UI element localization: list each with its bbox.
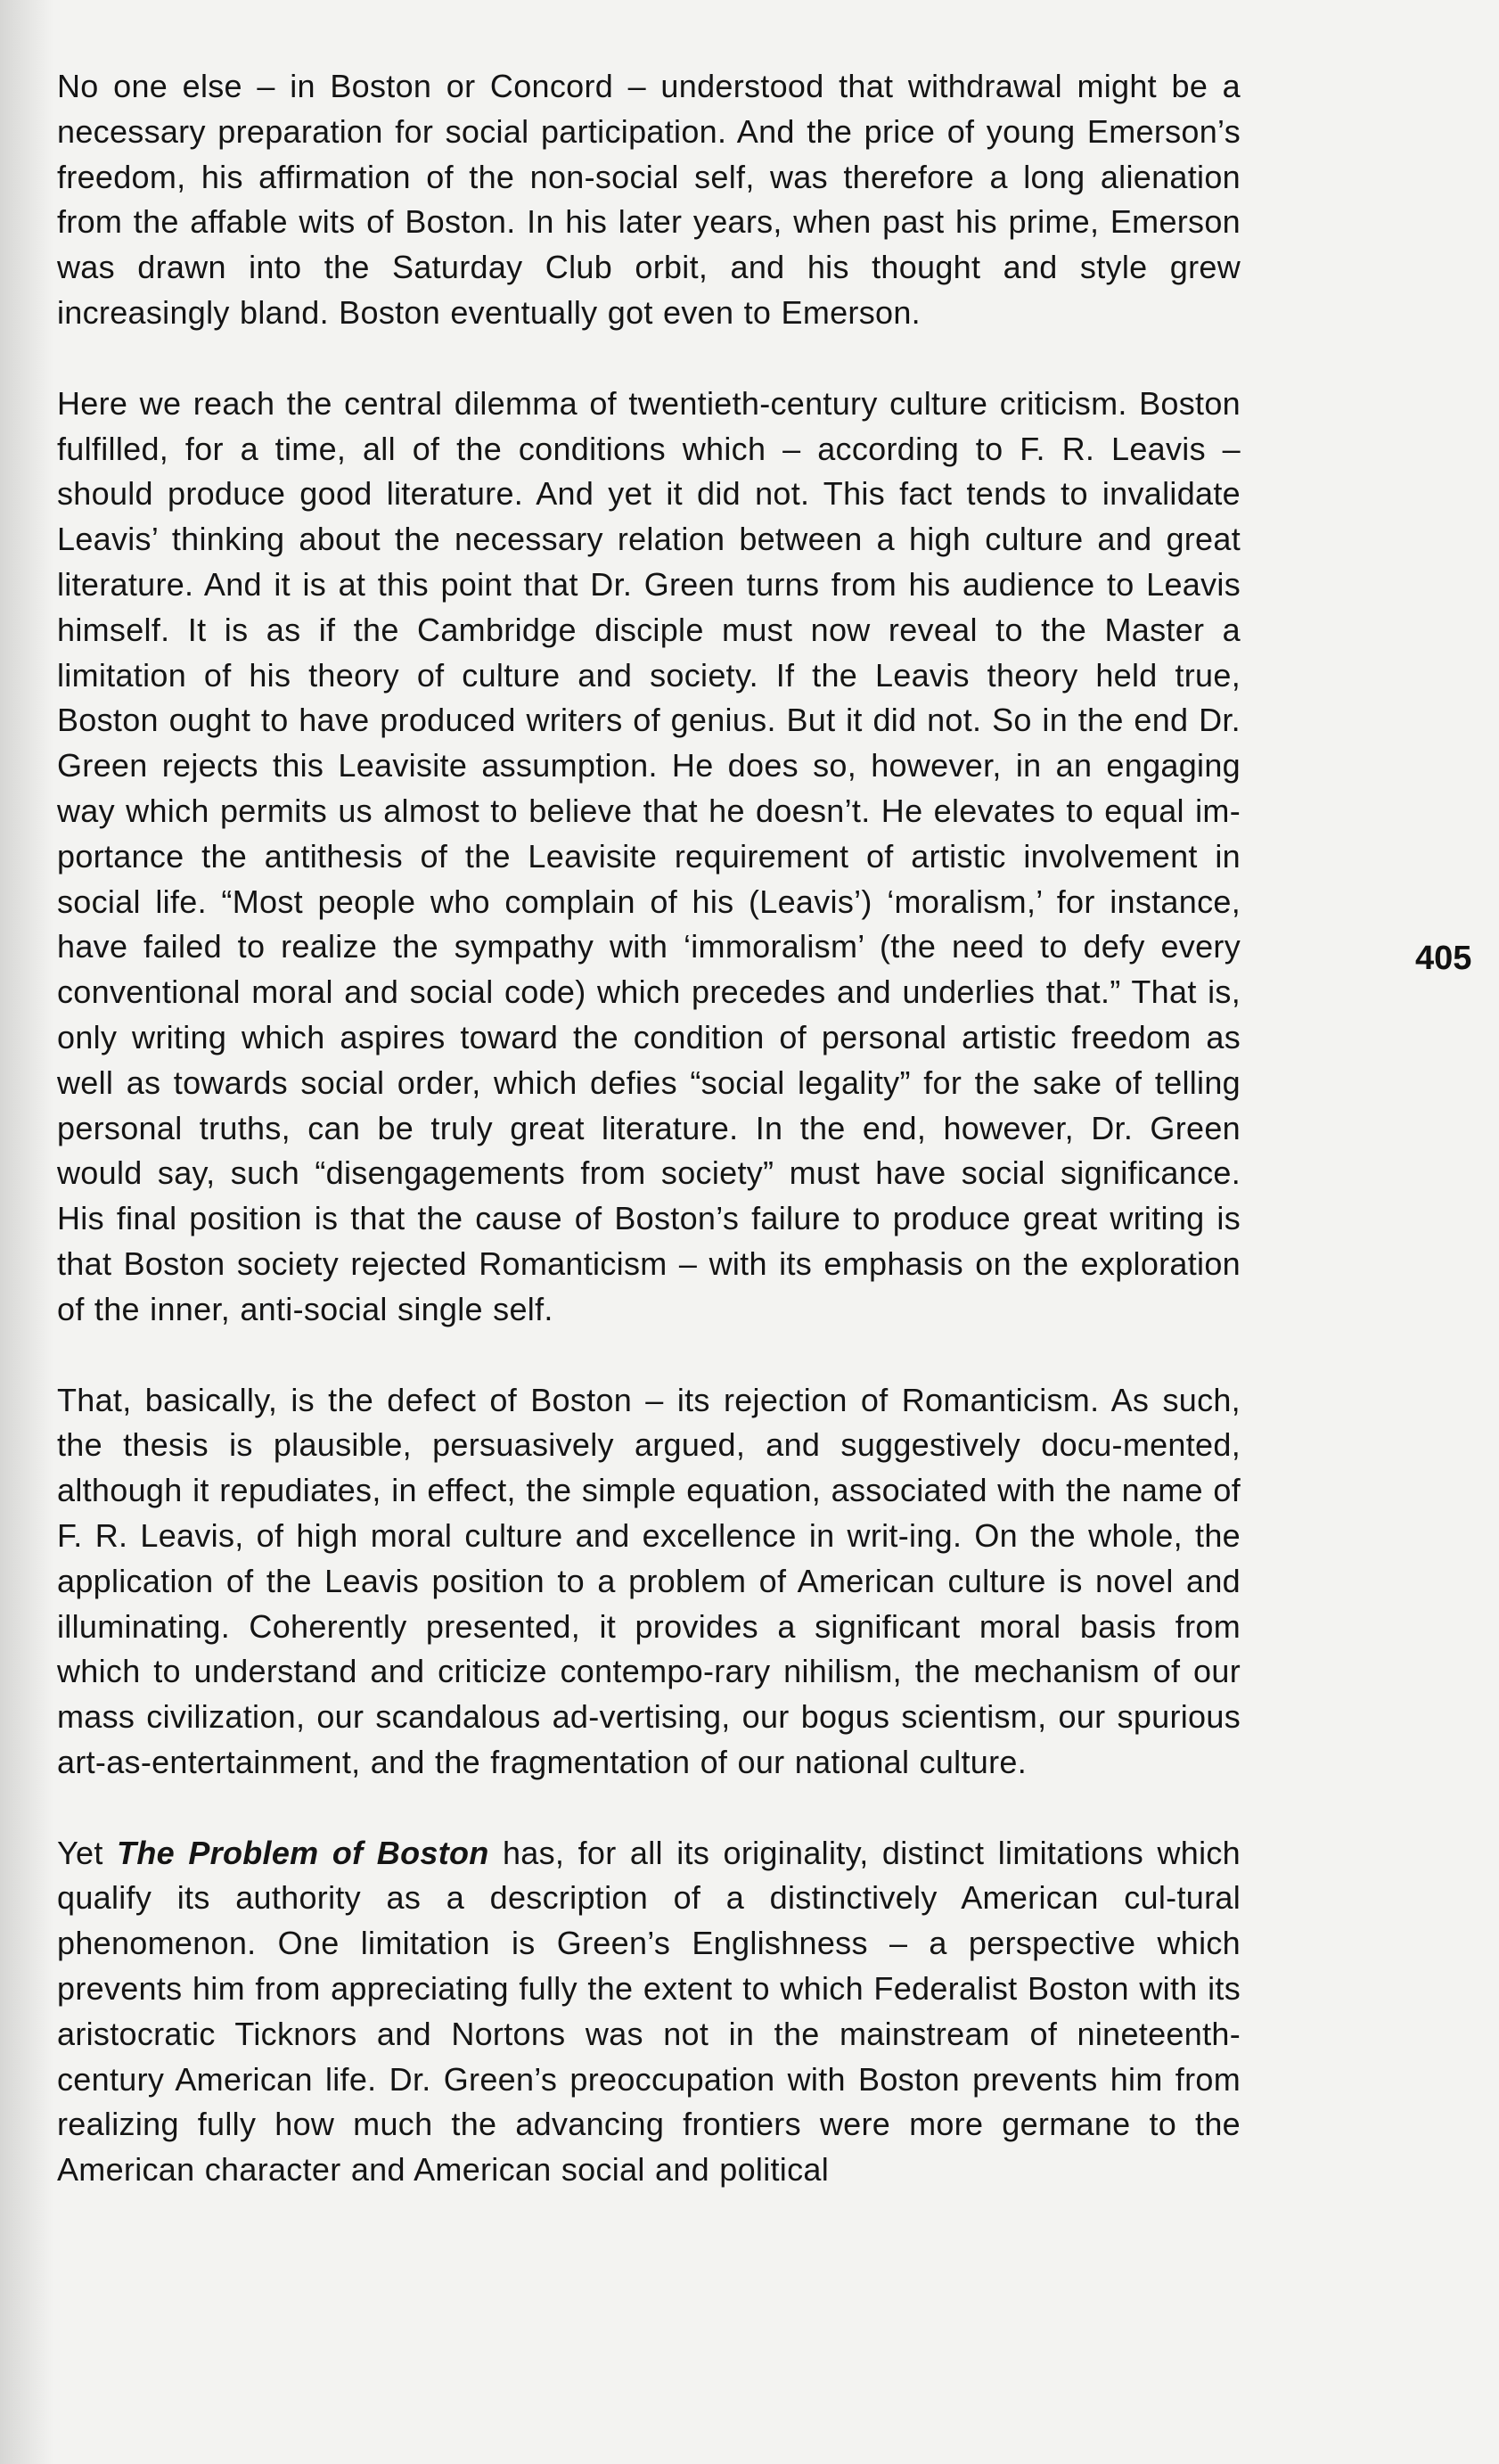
article-body	[57, 64, 1241, 2193]
paragraph-lead: Yet	[57, 1834, 118, 1871]
page-number: 405	[1415, 940, 1472, 977]
paragraph-4	[57, 1831, 1241, 2193]
book-title: The Problem of Boston	[117, 1834, 489, 1871]
paragraph-1	[57, 64, 1241, 336]
page-gutter-shadow	[0, 0, 53, 2464]
paragraph-text: has, for all its originality, distinct limitations which qualify its authority as a description of a distinctively American cul-tural phenomenon. One limitation is Green’s Englishness – a perspective which prevents him from appreciating fully the extent to which Federalist Boston with its aristocratic Ticknors and Nortons was not in the mainstream of nineteenth-century American life. Dr. Green’s preoccupation with Boston prevents him from realizing fully how much the advancing frontiers were more germane to the American character and American social and political	[57, 1834, 1241, 2189]
paragraph-text: That, basically, is the defect of Boston – its rejection of Romanticism. As such, the thesis is plausible, persuasively argued, and suggestively docu-mented, although it repudiates, in effect, the simple equation, associated with the name of F. R. Leavis, of high moral culture and excellence in writ-ing. On the whole, the application of the Leavis position to a problem of American culture is novel and illuminating. Coherently presented, it provides a significant moral basis from which to understand and criticize contempo-rary nihilism, the mechanism of our mass civilization, our scandalous ad-vertising, our bogus scientism, our spurious art-as-entertainment, and the fragmentation of our national culture.	[57, 1381, 1241, 1780]
paragraph-text: Here we reach the central dilemma of twentieth-century culture criticism. Boston fulfilled, for a time, all of the conditions which – according to F. R. Leavis – should produce good literature. And yet it did not. This fact tends to invalidate Leavis’ thinking about the necessary relation between a high culture and great literature. And it is at this point that Dr. Green turns from his audience to Leavis himself. It is as if the Cambridge disciple must now reveal to the Master a limitation of his theory of culture and society. If the Leavis theory held true, Boston ought to have produced writers of genius. But it did not. So in the end Dr. Green rejects this Leavisite assumption. He does so, however, in an engaging way which permits us almost to believe that he doesn’t. He elevates to equal im-portance the antithesis of the Leavisite requirement of artistic involvement in social life. “Most people who complain of his (Leavis’) ‘moralism,’ for instance, have failed to realize the sympathy with ‘immoralism’ (the need to defy every conventional moral and social code) which precedes and underlies that.” That is, only writing which aspires toward the condition of personal artistic freedom as well as towards social order, which defies “social legality” for the sake of telling personal truths, can be truly great literature. In the end, however, Dr. Green would say, such “disengagements from society” must have social significance. His final position is that the cause of Boston’s failure to produce great writing is that Boston society rejected Romanticism – with its emphasis on the exploration of the inner, anti-social single self.	[57, 384, 1241, 1327]
paragraph-2	[57, 382, 1241, 1333]
paragraph-text: No one else – in Boston or Concord – understood that withdrawal might be a necessary preparation for social participation. And the price of young Emerson’s freedom, his affirmation of the non-social self, was therefore a long alienation from the affable wits of Boston. In his later years, when past his prime, Emerson was drawn into the Saturday Club orbit, and his thought and style grew increasingly bland. Boston eventually got even to Emerson.	[57, 68, 1241, 331]
paragraph-3	[57, 1378, 1241, 1786]
